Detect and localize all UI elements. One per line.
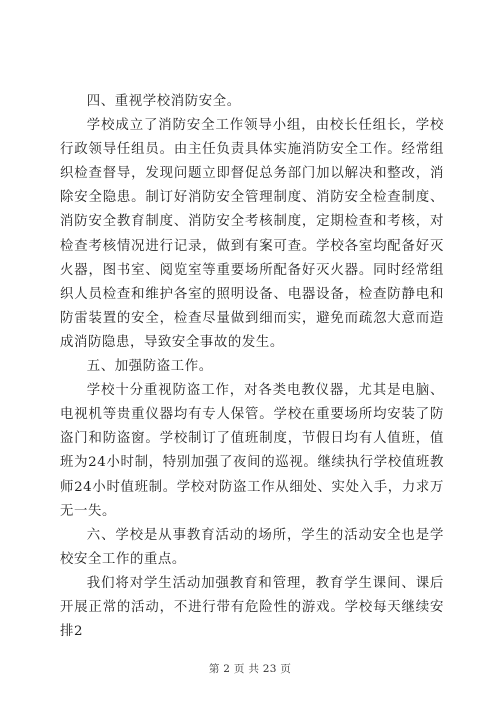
paragraph-student-activity: 我们将对学生活动加强教育和管理，教育学生课间、课后开展正常的活动，不进行带有危险性的游戏。学校每天继续安排2 bbox=[60, 575, 444, 640]
document-body bbox=[60, 90, 444, 644]
section-heading-student-activity: 六、学校是从事教育活动的场所，学生的活动安全也是学校安全工作的重点。 bbox=[60, 527, 444, 567]
section-heading-anti-theft: 五、加强防盗工作。 bbox=[86, 359, 213, 375]
paragraph-anti-theft: 学校十分重视防盗工作，对各类电教仪器，尤其是电脑、电视机等贵重仪器均有专人保管。学校在重要场所均安装了防盗门和防盗窗。学校制订了值班制度，节假日均有人值班，值班为24小时制，特别加强了夜间的巡视。继续执行学校值班教师24小时值班制。学校对防盗工作从细处、实处入手，力求万无一失。 bbox=[60, 383, 444, 519]
paragraph-fire-safety: 学校成立了消防安全工作领导小组，由校长任组长，学校行政领导任组员。由主任负责具体实施消防安全工作。经常组织检查督导，发现问题立即督促总务部门加以解决和整改，消除安全隐患。制订好消防安全管理制度、消防安全检查制度、消防安全教育制度、消防安全考核制度，定期检查和考核，对检查考核情况进行记录，做到有案可查。学校各室均配备好灭火器，图书室、阅览室等重要场所配备好灭火器。同时经常组织人员检查和维护各室的照明设备、电器设备，检查防静电和防雷装置的安全，检查尽量做到细而实，避免而疏忽大意而造成消防隐患，导致安全事故的发生。 bbox=[60, 118, 444, 350]
page-number-footer: 第 2 页 共 23 页 bbox=[208, 663, 292, 675]
section-heading-fire-safety: 四、重视学校消防安全。 bbox=[86, 94, 241, 109]
